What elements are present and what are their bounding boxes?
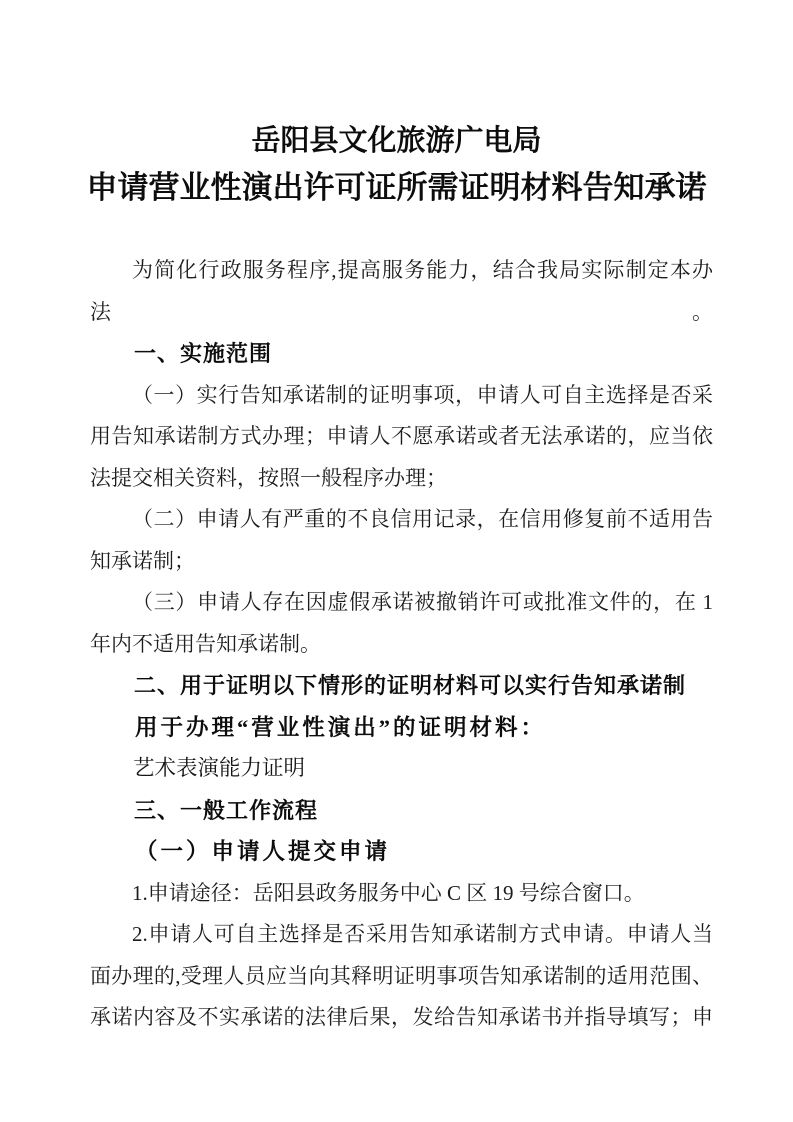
section2-usage-label: 用于办理“营业性演出”的证明材料： <box>135 714 547 740</box>
section1-item1-line3: 法提交相关资料，按照一般程序办理； <box>90 465 447 490</box>
section1-item3-line2: 年内不适用告知承诺制。 <box>90 631 321 656</box>
section2-heading: 二、用于证明以下情形的证明材料可以实行告知承诺制 <box>134 673 687 698</box>
section1-item2-line1: （二）申请人有严重的不良信用记录，在信用修复前不适用告 <box>132 507 713 531</box>
section3-step1-item2-line2: 面办理的,受理人员应当向其释明证明事项告知承诺制的适用范围、 <box>90 963 713 988</box>
intro-paragraph: 为简化行政服务程序,提高服务能力，结合我局实际制定本办法。 <box>90 258 713 324</box>
document-body <box>90 250 713 1039</box>
section3-heading: 三、一般工作流程 <box>134 797 319 823</box>
document-title-organization: 岳阳县文化旅游广电局 <box>251 125 542 157</box>
section3-step1-item2-line3: 承诺内容及不实承诺的法律后果，发给告知承诺书并指导填写；申 <box>90 1005 713 1029</box>
section3-step1-item2-line1: 2.申请人可自主选择是否采用告知承诺制方式申请。申请人当 <box>132 922 713 946</box>
section1-item1-line2: 用告知承诺制方式办理；申请人不愿承诺或者无法承诺的，应当依 <box>90 424 713 448</box>
section1-heading: 一、实施范围 <box>134 341 273 366</box>
section3-step1-heading: （一）申请人提交申请 <box>135 839 391 864</box>
document-title-subject: 申请营业性演出许可证所需证明材料告知承诺 <box>86 170 707 205</box>
document-title-block <box>0 0 793 210</box>
section1-item1-line1: （一）实行告知承诺制的证明事项，申请人可自主选择是否采 <box>132 382 713 407</box>
section1-item2-line2: 知承诺制； <box>90 548 195 573</box>
section1-item3-line1: （三）申请人存在因虚假承诺被撤销许可或批准文件的，在 1 <box>132 590 713 614</box>
section2-material-item: 艺术表演能力证明 <box>133 756 306 780</box>
section3-step1-item1: 1.申请途径：岳阳县政务服务中心 C 区 19 号综合窗口。 <box>132 880 645 905</box>
